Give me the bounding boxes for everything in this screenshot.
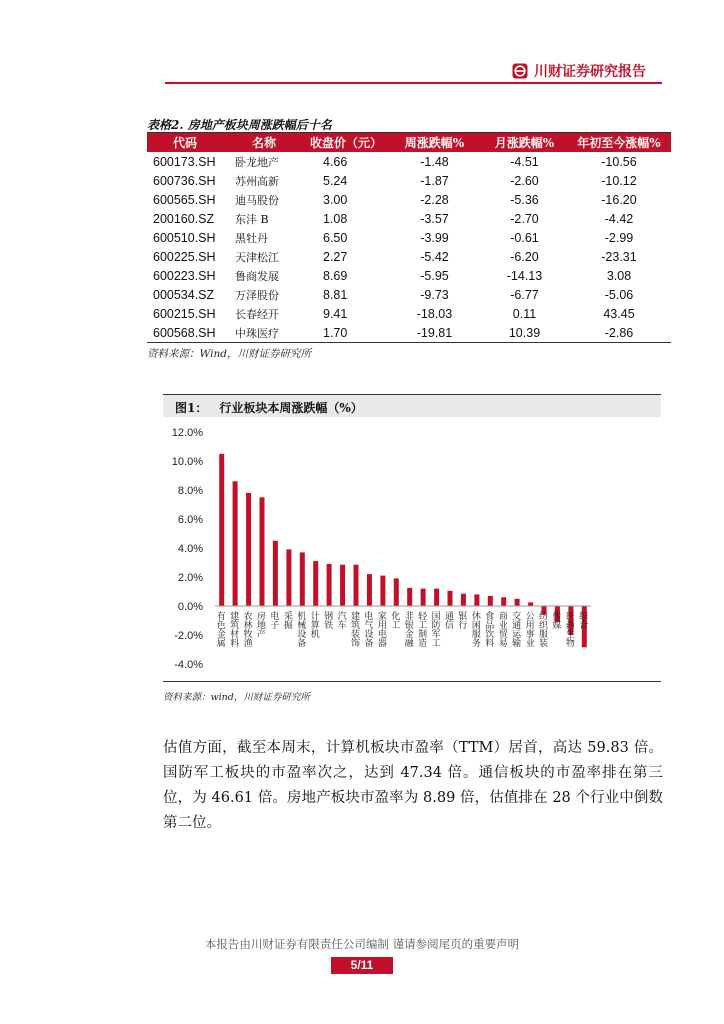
bar [354, 565, 359, 606]
table-cell: 鲁商发展 [235, 269, 279, 283]
category-label: 传媒 [550, 611, 561, 629]
table-cell: -2.99 [604, 230, 634, 245]
table-cell: -1.48 [420, 154, 449, 169]
table-cell: 200160.SZ [153, 211, 215, 226]
table-cell: 长春经开 [235, 307, 279, 321]
bar [515, 599, 520, 606]
column-header: 周涨跌幅% [387, 133, 482, 152]
category-label: 房地产 [255, 611, 265, 638]
table-cell: 1.08 [323, 211, 348, 226]
y-tick-label: -4.0% [174, 659, 203, 671]
table-body [147, 152, 671, 343]
table-cell: 东沣 B [235, 212, 269, 226]
y-tick-label: 12.0% [171, 427, 203, 439]
table-cell: -5.36 [510, 192, 539, 207]
category-label: 医药生物 [563, 611, 574, 647]
y-tick-label: 6.0% [177, 514, 203, 526]
category-label: 休闲服务 [469, 611, 480, 647]
table-cell: -18.03 [416, 306, 453, 321]
table-cell: -2.70 [510, 211, 539, 226]
table-cell: -6.77 [510, 287, 539, 302]
table-cell: 4.66 [323, 154, 348, 169]
figure-header [163, 395, 661, 417]
bar [528, 602, 533, 606]
industry-weekly-change-chart [163, 417, 661, 679]
table-cell: 5.24 [323, 173, 348, 188]
real-estate-bottom10-table [147, 133, 671, 343]
category-label: 交通运输 [510, 611, 521, 647]
table-cell: 600173.SH [153, 154, 216, 169]
category-label: 银行 [456, 611, 467, 629]
table-cell: 43.45 [603, 306, 635, 321]
table-cell: 600565.SH [153, 192, 216, 207]
category-label: 非银金融 [402, 611, 413, 647]
bar [474, 594, 479, 606]
report-brand-header [512, 61, 646, 81]
table-cell: 600223.SH [153, 268, 216, 283]
table-cell: 600225.SH [153, 249, 216, 264]
header-divider [165, 82, 662, 84]
category-label: 通信 [443, 611, 453, 629]
category-label: 家用电器 [375, 611, 386, 647]
column-header: 名称 [223, 133, 305, 152]
bar [219, 454, 224, 606]
table-cell: 8.81 [323, 287, 348, 302]
table-cell: 黑牡丹 [235, 231, 268, 245]
category-label: 纺织服装 [537, 611, 547, 647]
table-cell: -4.42 [604, 211, 634, 226]
table-cell: 3.00 [323, 192, 348, 207]
y-tick-label: 2.0% [177, 572, 203, 584]
category-label: 轻工制造 [416, 611, 427, 647]
table-cell: -10.56 [601, 154, 637, 169]
figure-source-note: 资料来源：wind，川财证券研究所 [163, 692, 310, 703]
bar [407, 588, 412, 606]
bar [501, 597, 506, 606]
table-cell: -19.81 [387, 323, 482, 343]
table-cell: 万泽股份 [235, 288, 279, 302]
table-cell: 苏州高新 [235, 174, 279, 188]
category-label: 食品饮料 [483, 611, 494, 647]
figure-label: 图1： [175, 401, 208, 415]
category-label: 建筑装饰 [349, 611, 359, 647]
bar [233, 481, 238, 606]
table-cell: -2.28 [420, 192, 449, 207]
table-row [147, 228, 671, 247]
table-row [147, 152, 671, 171]
table-cell: -16.20 [601, 192, 637, 207]
valuation-paragraph: 估值方面，截至本周末，计算机板块市盈率（TTM）居首，高达 59.83 倍。国防军工板块的市盈率次之，达到 47.34 倍。通信板块的市盈率排在第三位，为 46.61 倍。房地产板块市盈率为 8.89 倍，估值排在 28 个行业中倒数第二位。 [163, 740, 663, 831]
table-cell: -23.31 [601, 249, 637, 264]
bar [260, 497, 265, 606]
bar [394, 578, 399, 606]
category-label: 机械设备 [295, 611, 306, 647]
table-cell: 0.11 [512, 306, 537, 321]
bar [273, 541, 278, 606]
table-cell: -10.12 [601, 173, 637, 188]
table-cell: 9.41 [323, 306, 348, 321]
bar [461, 594, 466, 606]
category-label: 电气设备 [362, 611, 373, 647]
table-cell: 2.27 [323, 249, 348, 264]
table-cell: 600568.SH [147, 323, 223, 343]
table-cell: 600215.SH [153, 306, 216, 321]
y-tick-label: -2.0% [174, 630, 203, 642]
bar [434, 589, 439, 606]
table-cell: -4.51 [510, 154, 539, 169]
category-label: 汽车 [335, 611, 346, 629]
bar [286, 549, 291, 606]
category-label: 计算机 [308, 611, 319, 638]
figure-1 [163, 394, 661, 682]
table-cell: -0.61 [510, 230, 539, 245]
table-cell: 000534.SZ [153, 287, 215, 302]
table-cell: -5.95 [420, 268, 449, 283]
category-label: 电子 [268, 611, 279, 629]
bar [380, 576, 385, 606]
table-cell: -5.06 [604, 287, 634, 302]
table-cell: 8.69 [323, 268, 348, 283]
table-cell: 10.39 [482, 323, 567, 343]
table-cell: 6.50 [323, 230, 348, 245]
bar [421, 589, 426, 606]
table-cell: -5.42 [420, 249, 449, 264]
category-label: 钢铁 [322, 611, 333, 629]
bar [246, 493, 251, 606]
table-row [147, 190, 671, 209]
y-tick-label: 4.0% [177, 543, 203, 555]
table-cell: -14.13 [506, 268, 543, 283]
figure-title-text: 行业板块本周涨跌幅（%） [219, 401, 363, 415]
bar [448, 591, 453, 606]
column-header: 月涨跌幅% [482, 133, 567, 152]
chuancai-logo-icon [512, 63, 528, 79]
category-label: 国防军工 [429, 611, 440, 647]
column-header: 代码 [147, 133, 223, 152]
table-cell: -3.99 [420, 230, 449, 245]
table-header-row [147, 133, 671, 152]
footer-disclaimer: 本报告由川财证券有限责任公司编制 谨请参阅尾页的重要声明 [204, 937, 520, 951]
table-cell: 3.08 [606, 268, 632, 283]
table-cell: 天津松江 [235, 250, 279, 264]
figure-title [175, 399, 363, 416]
table-cell: -1.87 [420, 173, 449, 188]
table-cell: -3.57 [420, 211, 449, 226]
bar [367, 574, 372, 606]
y-tick-label: 0.0% [177, 601, 203, 613]
table-cell: -6.20 [510, 249, 539, 264]
table-row [147, 247, 671, 266]
y-tick-label: 8.0% [177, 485, 203, 497]
table-source-note: 资料来源：Wind，川财证券研究所 [147, 348, 311, 360]
brand-name: 川财证券研究报告 [534, 64, 646, 80]
table-cell: 600510.SH [153, 230, 216, 245]
column-header: 年初至今涨幅% [567, 133, 671, 152]
page-number: 5/11 [331, 957, 393, 974]
category-label: 农林牧渔 [241, 611, 252, 647]
category-label: 公用事业 [523, 611, 534, 647]
column-header: 收盘价（元） [305, 133, 387, 152]
table-row [147, 266, 671, 285]
bar [340, 565, 345, 606]
y-tick-label: 10.0% [171, 456, 203, 468]
table-row [147, 209, 671, 228]
table-cell: -2.86 [567, 323, 671, 343]
table-row [147, 304, 671, 323]
table-cell: 1.70 [305, 323, 387, 343]
category-label: 采掘 [281, 611, 292, 629]
bar [327, 564, 332, 606]
category-label: 综合 [577, 611, 588, 629]
table-row [147, 323, 671, 343]
table-cell: 迪马股份 [235, 193, 279, 207]
table-cell: 中珠医疗 [223, 323, 305, 343]
bar [488, 596, 493, 606]
bar [313, 561, 318, 606]
table-cell: -2.60 [510, 173, 539, 188]
table-row [147, 285, 671, 304]
category-label: 建筑材料 [228, 611, 239, 647]
table-row [147, 171, 671, 190]
category-label: 商业贸易 [496, 611, 507, 647]
table-cell: 卧龙地产 [235, 155, 279, 169]
category-label: 化工 [389, 611, 400, 629]
table-cell: 600736.SH [153, 173, 216, 188]
table-title: 表格2. 房地产板块周涨跌幅后十名 [147, 118, 332, 132]
table-cell: -9.73 [420, 287, 449, 302]
category-label: 有色金属 [214, 611, 225, 647]
bar [300, 552, 305, 606]
